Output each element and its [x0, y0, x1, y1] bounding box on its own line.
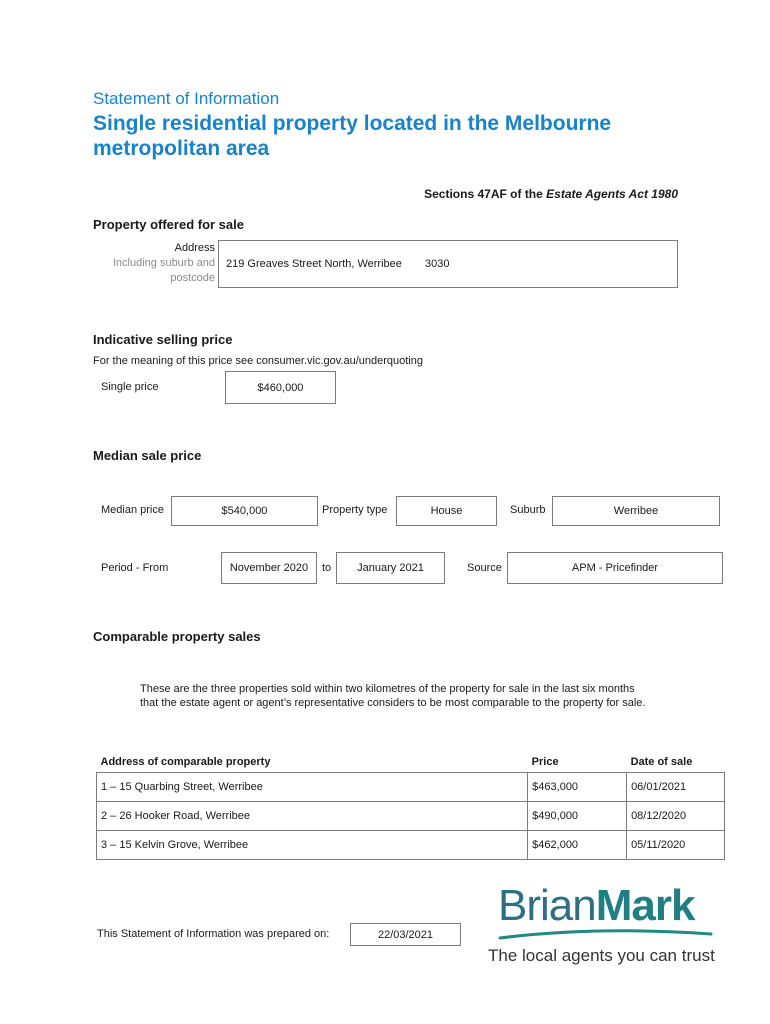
- single-price-field[interactable]: $460,000: [225, 371, 336, 404]
- brianmark-logo: [488, 881, 728, 972]
- comparable-intro-line2: that the estate agent or agent’s representative considers to be most comparable to the property for sale.: [140, 697, 646, 709]
- comparable-date-cell[interactable]: 05/11/2020: [627, 831, 725, 860]
- act-reference-act: Estate Agents Act 1980: [546, 187, 678, 201]
- logo-tagline: The local agents you can trust: [488, 946, 715, 965]
- address-label: [96, 241, 215, 286]
- logo-brand-part1: Brian: [498, 881, 596, 930]
- comparable-address-cell[interactable]: 2 – 26 Hooker Road, Werribee: [97, 802, 528, 831]
- column-header-price: Price: [528, 750, 627, 773]
- address-label-line2: Including suburb and: [112, 257, 215, 269]
- period-to-field[interactable]: January 2021: [336, 552, 445, 584]
- column-header-address: Address of comparable property: [97, 750, 528, 773]
- logo-swoosh-icon: [498, 926, 713, 942]
- comparable-address-cell[interactable]: 1 – 15 Quarbing Street, Werribee: [97, 773, 528, 802]
- property-type-field[interactable]: House: [396, 496, 497, 526]
- property-offered-heading: Property offered for sale: [93, 217, 244, 232]
- document-subtitle: Statement of Information: [93, 89, 280, 108]
- address-label-line1: Address: [174, 242, 215, 254]
- comparable-intro-line1: These are the three properties sold within two kilometres of the property for sale in the last six months: [140, 683, 635, 695]
- comparable-date-cell[interactable]: 06/01/2021: [627, 773, 725, 802]
- table-row: [97, 773, 725, 802]
- period-from-field[interactable]: November 2020: [221, 552, 317, 584]
- period-from-label: Period - From: [101, 562, 169, 574]
- median-price-label: Median price: [101, 504, 164, 516]
- column-header-date: Date of sale: [627, 750, 725, 773]
- period-to-label: to: [322, 562, 332, 574]
- address-field[interactable]: [218, 240, 678, 288]
- logo-brand-part2: Mark: [595, 881, 695, 930]
- comparable-sales-table: [96, 750, 725, 860]
- single-price-label: Single price: [101, 381, 159, 393]
- act-reference-prefix: Sections 47AF of the: [424, 187, 547, 201]
- comparable-address-cell[interactable]: 3 – 15 Kelvin Grove, Werribee: [97, 831, 528, 860]
- property-type-label: Property type: [322, 504, 388, 516]
- address-label-line3: postcode: [170, 272, 215, 284]
- table-header-row: [97, 750, 725, 773]
- prepared-on-label: This Statement of Information was prepared on:: [97, 928, 330, 940]
- median-price-heading: Median sale price: [93, 448, 202, 463]
- comparable-price-cell[interactable]: $462,000: [528, 831, 627, 860]
- document-title-line2: metropolitan area: [93, 137, 270, 160]
- suburb-field[interactable]: Werribee: [552, 496, 720, 526]
- source-field[interactable]: APM - Pricefinder: [507, 552, 723, 584]
- prepared-date-field[interactable]: 22/03/2021: [350, 923, 461, 946]
- comparable-sales-heading: Comparable property sales: [93, 629, 261, 644]
- comparable-price-cell[interactable]: $490,000: [528, 802, 627, 831]
- indicative-price-heading: Indicative selling price: [93, 332, 233, 347]
- underquoting-note: For the meaning of this price see consumer.vic.gov.au/underquoting: [93, 355, 423, 367]
- suburb-label: Suburb: [510, 504, 546, 516]
- table-row: [97, 802, 725, 831]
- act-reference: [424, 187, 678, 201]
- median-price-field[interactable]: $540,000: [171, 496, 318, 526]
- table-row: [97, 831, 725, 860]
- logo-wordmark: [498, 882, 694, 930]
- document-title-line1: Single residential property located in the Melbourne: [93, 112, 612, 135]
- source-label: Source: [467, 562, 502, 574]
- comparable-price-cell[interactable]: $463,000: [528, 773, 627, 802]
- postcode-value: 3030: [425, 258, 450, 270]
- comparable-date-cell[interactable]: 08/12/2020: [627, 802, 725, 831]
- address-value: 219 Greaves Street North, Werribee: [226, 258, 402, 270]
